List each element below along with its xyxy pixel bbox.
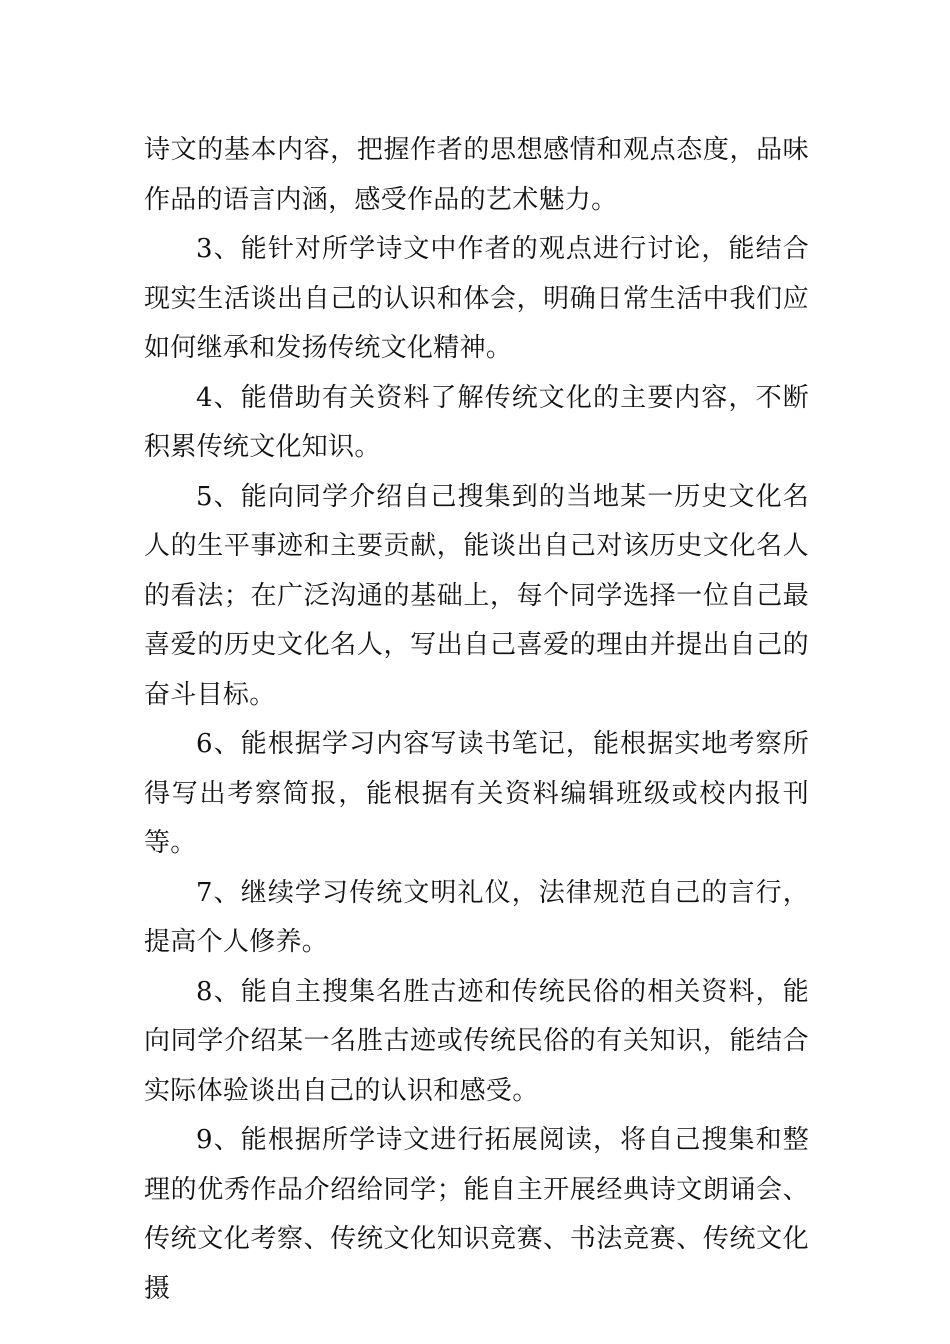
paragraph-item-4: 4、能借助有关资料了解传统文化的主要内容，不断积累传统文化知识。 <box>144 382 809 462</box>
paragraph-item-5: 5、能向同学介绍自己搜集到的当地某一历史文化名人的生平事迹和主要贡献，能谈出自己对该历史文化名人的看法；在广泛沟通的基础上，每个同学选择一位自己最喜爱的历史文化名人，写出自己喜爱的理由并提出自己的奋斗目标。 <box>144 481 809 710</box>
paragraph-item-3: 3、能针对所学诗文中作者的观点进行讨论，能结合现实生活谈出自己的认识和体会，明确日常生活中我们应如何继承和发扬传统文化精神。 <box>144 234 809 363</box>
paragraph-continuation: 诗文的基本内容，把握作者的思想感情和观点态度，品味作品的语言内涵，感受作品的艺术魅力。 <box>144 135 809 215</box>
document-body <box>144 126 809 1314</box>
paragraph-item-7: 7、继续学习传统文明礼仪，法律规范自己的言行，提高个人修养。 <box>144 877 809 957</box>
paragraph-item-6: 6、能根据学习内容写读书笔记，能根据实地考察所得写出考察简报，能根据有关资料编辑班级或校内报刊等。 <box>144 729 809 858</box>
paragraph-item-8: 8、能自主搜集名胜古迹和传统民俗的相关资料，能向同学介绍某一名胜古迹或传统民俗的有关知识，能结合实际体验谈出自己的认识和感受。 <box>144 976 809 1106</box>
paragraph-item-9: 9、能根据所学诗文进行拓展阅读，将自己搜集和整理的优秀作品介绍给同学；能自主开展经典诗文朗诵会、传统文化考察、传统文化知识竞赛、书法竞赛、传统文化摄 <box>144 1125 809 1304</box>
